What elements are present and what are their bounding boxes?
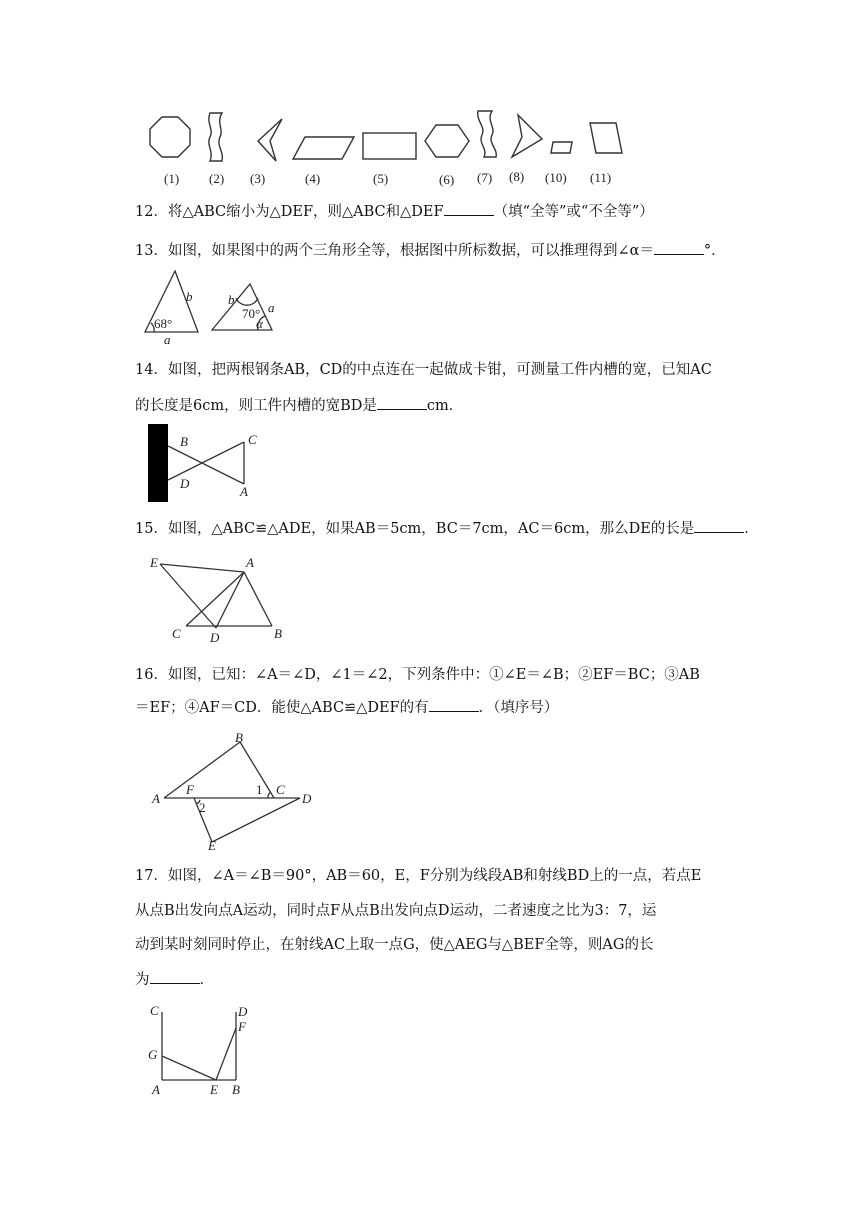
q15-label-C: C <box>172 626 181 641</box>
q14-answer-blank[interactable] <box>377 395 427 410</box>
shape-label: (6) <box>439 172 455 187</box>
q17-label-D: D <box>238 1004 248 1019</box>
q16-label-F: F <box>186 782 194 797</box>
q17-label-F: F <box>238 1019 246 1034</box>
q17-label-E: E <box>210 1082 218 1097</box>
q12-answer-blank[interactable] <box>444 201 494 216</box>
shape-label: (8) <box>509 169 525 184</box>
q13-label-alpha: α <box>256 316 263 331</box>
q16-label-D: D <box>302 791 312 806</box>
q15-answer-blank[interactable] <box>694 518 744 533</box>
question-17-line3: 动到某时刻同时停止，在射线AC上取一点G，使△AEG与△BEF全等，则AG的长 <box>135 937 654 953</box>
q12-tail: （填“全等”或“不全等”） <box>493 204 654 220</box>
q16-label-A: A <box>152 791 160 806</box>
q15-label-D: D <box>210 630 220 645</box>
shape-label: (1) <box>164 171 180 186</box>
q13-label-b2: b <box>228 292 235 307</box>
question-17-line1: 17．如图，∠A＝∠B＝90°，AB＝60，E，F分别为线段AB和射线BD上的一点，若点E <box>135 868 702 884</box>
q13-angle-68: 68° <box>154 316 173 331</box>
q17-figure <box>146 1000 256 1100</box>
q17-label-C: C <box>150 1003 159 1018</box>
q16-label-B: B <box>235 730 243 745</box>
q14-label-A: A <box>240 484 248 499</box>
question-15: 15．如图，△ABC≌△ADE，如果AB＝5cm，BC＝7cm，AC＝6cm，那么DE的长是 ． <box>135 518 759 539</box>
q12-text: 12．将△ABC缩小为△DEF，则△ABC和△DEF <box>135 204 444 220</box>
question-14-line1: 14．如图，把两根钢条AB，CD的中点连在一起做成卡钳，可测量工件内槽的宽，已知AC <box>135 362 712 378</box>
q16-label-1: 1 <box>256 782 263 797</box>
question-16-line1: 16．如图，已知：∠A＝∠D，∠1＝∠2，下列条件中：①∠E＝∠B；②EF＝BC；③AB <box>135 667 700 683</box>
q14-label-D: D <box>180 476 190 491</box>
shape-label: (3) <box>250 171 266 186</box>
shape-parallelogram <box>293 137 354 159</box>
q17-answer-blank[interactable] <box>150 969 200 984</box>
question-16-line2: ＝EF；④AF＝CD．能使△ABC≌△DEF的有 ．（填序号） <box>135 697 558 718</box>
shapes-figure <box>140 105 640 190</box>
q14-label-C: C <box>248 432 257 447</box>
q13-label-a: a <box>164 332 171 347</box>
shape-label: (11) <box>590 170 612 185</box>
question-17-line2: 从点B出发向点A运动，同时点F从点B出发向点D运动，二者速度之比为3：7，运 <box>135 903 657 919</box>
question-13 <box>135 240 726 261</box>
shape-arrow-triangle <box>258 119 282 161</box>
q13-answer-blank[interactable] <box>654 240 704 255</box>
q15-label-B: B <box>274 626 282 641</box>
question-14-line2: 的长度是6cm，则工件内槽的宽BD是 cm． <box>135 395 463 416</box>
q13-text: 13．如图，如果图中的两个三角形全等，根据图中所标数据，可以推理得到∠α＝ <box>135 243 654 259</box>
shape-label: (10) <box>545 170 567 185</box>
shape-arrow <box>512 115 542 157</box>
q17-label-A: A <box>152 1082 160 1097</box>
shape-octagon <box>150 117 190 157</box>
q16-figure <box>150 730 320 853</box>
q15-figure <box>148 554 298 644</box>
q14-workpiece <box>148 424 168 502</box>
shape-hexagon <box>425 125 469 157</box>
shape-label: (2) <box>209 171 225 186</box>
question-17-line4: 为 ． <box>135 969 214 990</box>
q16-answer-blank[interactable] <box>429 697 479 712</box>
shape-label: (5) <box>373 171 389 186</box>
shape-small-parallelogram <box>551 142 572 153</box>
q14-label-B: B <box>180 434 188 449</box>
q16-label-2: 2 <box>199 800 206 815</box>
q13-figure <box>140 266 290 346</box>
q13-tail: °． <box>703 243 726 259</box>
shape-parallelogram-2 <box>590 123 622 153</box>
shape-wavy-1 <box>209 113 222 161</box>
shape-rectangle <box>363 133 416 159</box>
q15-label-E: E <box>150 555 158 570</box>
q15-label-A: A <box>246 555 254 570</box>
q17-label-G: G <box>148 1047 158 1062</box>
q14-figure <box>146 424 266 504</box>
shape-label: (7) <box>477 170 493 185</box>
q13-angle-70: 70° <box>242 306 261 321</box>
q13-label-a2: a <box>268 300 275 315</box>
question-12 <box>135 201 654 222</box>
shape-label: (4) <box>305 171 321 186</box>
q17-label-B: B <box>232 1082 240 1097</box>
q16-label-C: C <box>276 782 285 797</box>
q13-label-b: b <box>186 289 193 304</box>
q16-label-E: E <box>208 838 216 853</box>
shape-wavy-2 <box>478 111 497 157</box>
